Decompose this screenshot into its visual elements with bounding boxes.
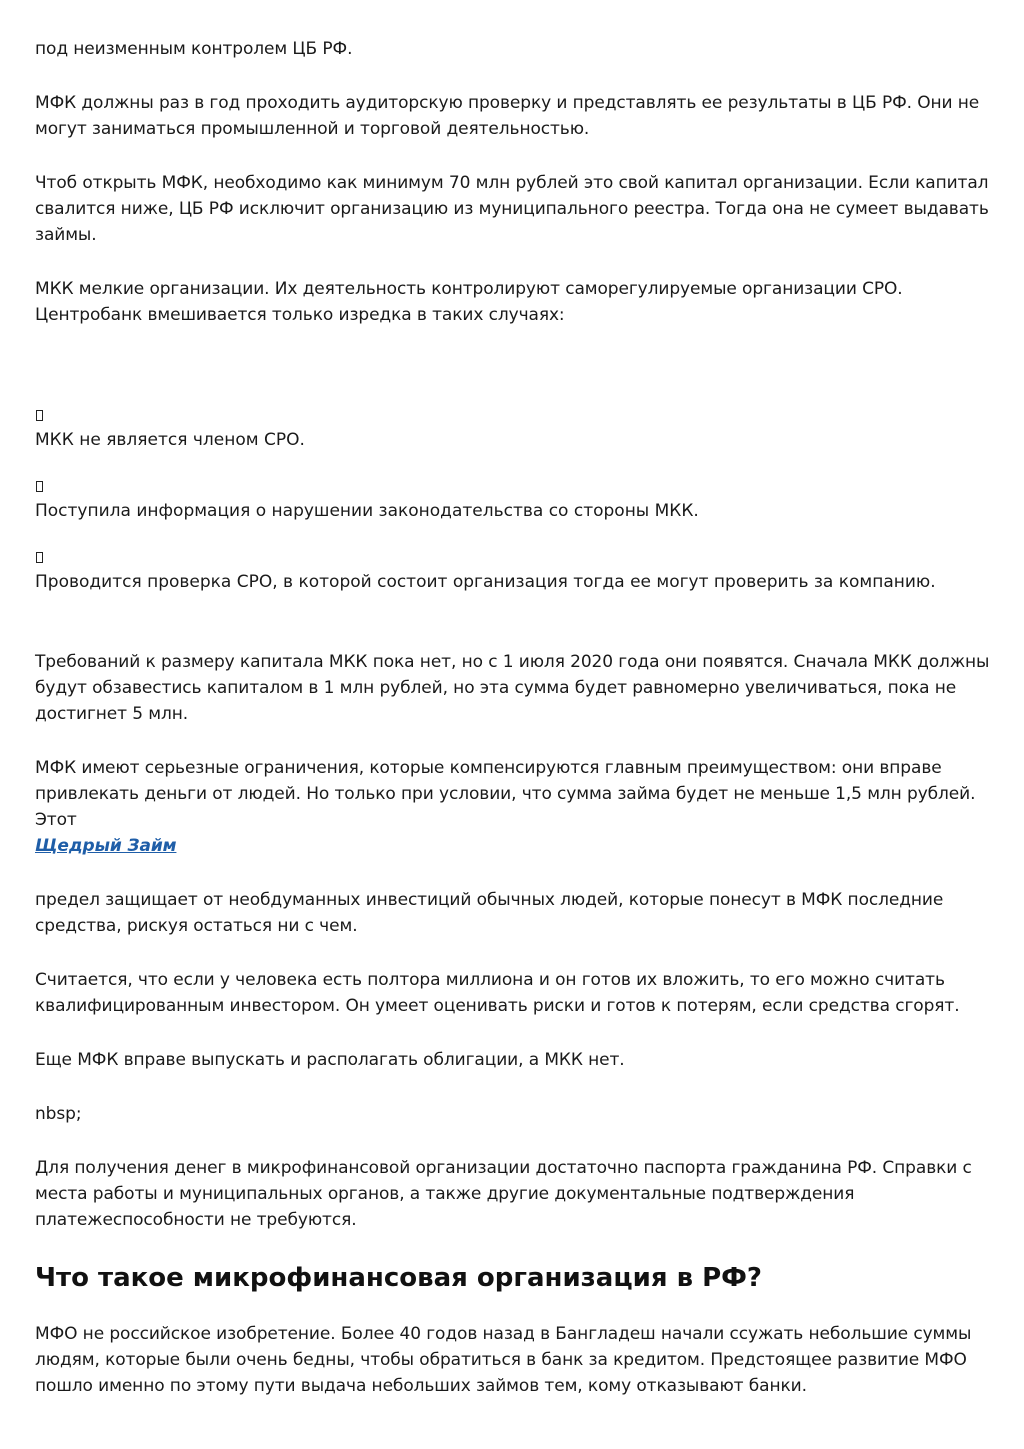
list-item-text: Поступила информация о нарушении законодательства со стороны МКК. bbox=[35, 501, 699, 521]
list-item bbox=[35, 552, 1000, 595]
paragraph-mkk-capital: Требований к размеру капитала МКК пока нет, но с 1 июля 2020 года они появятся. Сначала МКК должны будут обзавестись капиталом в 1 млн рублей, но эта сумма будет равномерно увеличиваться, пока не достигнет 5 млн. bbox=[35, 652, 990, 724]
paragraph-mfo-origin: МФО не российское изобретение. Более 40 годов назад в Бангладеш начали ссужать небольшие суммы людям, которые были очень бедны, чтобы обратиться в банк за кредитом. Предстоящее развитие МФО пошло именно по этому пути выдача небольших займов тем, кому отказывают банки. bbox=[35, 1324, 972, 1396]
paragraph-mfk-capital: Чтоб открыть МФК, необходимо как минимум 70 млн рублей это свой капитал организации. Если капитал свалится ниже, ЦБ РФ исключит организацию из муниципального реестра. Тогда она не сумеет выдавать займы. bbox=[35, 173, 989, 245]
section-heading: Что такое микрофинансовая организация в РФ? bbox=[35, 1263, 762, 1293]
paragraph-limit: предел защищает от необдуманных инвестиций обычных людей, которые понесут в МФК последние средства, рискуя остаться ни с чем. bbox=[35, 890, 944, 936]
paragraph-passport: Для получения денег в микрофинансовой организации достаточно паспорта гражданина РФ. Справки с места работы и муниципальных органов, а также другие документальные подтверждения платежеспособности не требуются. bbox=[35, 1158, 972, 1230]
list-item-text: Проводится проверка СРО, в которой состоит организация тогда ее могут проверить за компанию. bbox=[35, 572, 936, 592]
paragraph-mfk-restrictions-text: МФК имеют серьезные ограничения, которые компенсируются главным преимуществом: они вправе привлекать деньги от людей. Но только при условии, что сумма займа будет не меньше 1,5 млн рублей. Этот bbox=[35, 758, 976, 830]
list-item bbox=[35, 410, 1000, 453]
bullet-box-icon bbox=[36, 481, 43, 492]
paragraph-qualified-investor: Считается, что если у человека есть полтора миллиона и он готов их вложить, то его можно считать квалифицированным инвестором. Он умеет оценивать риски и готов к потерям, если средства сгорят. bbox=[35, 970, 960, 1016]
list-item-text: МКК не является членом СРО. bbox=[35, 430, 305, 450]
paragraph-mkk-small: МКК мелкие организации. Их деятельность контролируют саморегулируемые организации СРО. Центробанк вмешивается только изредка в таких случаях: bbox=[35, 279, 903, 325]
paragraph-nbsp: nbsp; bbox=[35, 1104, 82, 1124]
spacer bbox=[35, 623, 1000, 649]
spacer bbox=[35, 859, 1000, 887]
shchedry-zaim-link[interactable]: Щедрый Займ bbox=[35, 836, 177, 856]
document-page bbox=[35, 36, 1000, 1427]
bullet-box-icon bbox=[36, 410, 43, 421]
paragraph-mfk-restrictions bbox=[35, 755, 1000, 859]
spacer bbox=[35, 356, 1000, 410]
bullet-box-icon bbox=[36, 552, 43, 563]
paragraph-mfk-audit: МФК должны раз в год проходить аудиторскую проверку и представлять ее результаты в ЦБ РФ. Они не могут заниматься промышленной и торговой деятельностью. bbox=[35, 93, 980, 139]
list-item bbox=[35, 481, 1000, 524]
paragraph-bonds: Еще МФК вправе выпускать и располагать облигации, а МКК нет. bbox=[35, 1050, 625, 1070]
paragraph-control: под неизменным контролем ЦБ РФ. bbox=[35, 39, 353, 59]
